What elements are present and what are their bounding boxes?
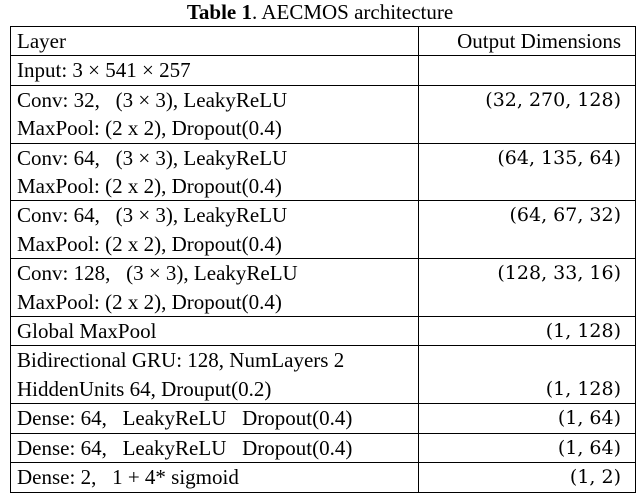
layer-cell: Conv: 128, (3 × 3), LeakyReLU: [11, 259, 419, 288]
table-row: [11, 259, 636, 288]
table-row: [11, 346, 636, 375]
table-row: [11, 317, 636, 346]
table-row: [11, 230, 636, 259]
layer-cell: Conv: 64, (3 × 3), LeakyReLU: [11, 201, 419, 230]
table-row: [11, 288, 636, 317]
header-layer: Layer: [11, 27, 419, 56]
layer-cell: Dense: 2, 1 + 4* sigmoid: [11, 463, 419, 492]
header-output-dimensions: Output Dimensions: [419, 27, 636, 56]
table-row: [11, 114, 636, 143]
output-dimensions-cell: (32, 270, 128): [419, 85, 636, 114]
layer-cell: Input: 3 × 541 × 257: [11, 56, 419, 85]
table-row: [11, 143, 636, 172]
output-dimensions-cell: (1, 64): [419, 433, 636, 462]
layer-cell: MaxPool: (2 x 2), Dropout(0.4): [11, 288, 419, 317]
layer-cell: HiddenUnits 64, Drouput(0.2): [11, 375, 419, 404]
output-dimensions-cell: (1, 2): [419, 463, 636, 492]
output-dimensions-cell: (1, 128): [419, 317, 636, 346]
layer-cell: Conv: 32, (3 × 3), LeakyReLU: [11, 85, 419, 114]
output-dimensions-cell: [419, 172, 636, 201]
caption-text: . AECMOS architecture: [251, 0, 454, 24]
output-dimensions-cell: (128, 33, 16): [419, 259, 636, 288]
layer-cell: MaxPool: (2 x 2), Dropout(0.4): [11, 114, 419, 143]
output-dimensions-cell: (1, 64): [419, 404, 636, 433]
table-row: [11, 172, 636, 201]
layer-cell: Global MaxPool: [11, 317, 419, 346]
output-dimensions-cell: (64, 135, 64): [419, 143, 636, 172]
table-row: [11, 56, 636, 85]
table-row: [11, 463, 636, 492]
output-dimensions-cell: [419, 346, 636, 375]
table-row: [11, 404, 636, 433]
table-row: [11, 433, 636, 462]
output-dimensions-cell: (1, 128): [419, 375, 636, 404]
output-dimensions-cell: [419, 288, 636, 317]
table-header-row: [11, 27, 636, 56]
output-dimensions-cell: [419, 56, 636, 85]
layer-cell: MaxPool: (2 x 2), Dropout(0.4): [11, 230, 419, 259]
layer-cell: Conv: 64, (3 × 3), LeakyReLU: [11, 143, 419, 172]
architecture-table: [10, 26, 636, 493]
layer-cell: Dense: 64, LeakyReLU Dropout(0.4): [11, 404, 419, 433]
layer-cell: MaxPool: (2 x 2), Dropout(0.4): [11, 172, 419, 201]
layer-cell: Bidirectional GRU: 128, NumLayers 2: [11, 346, 419, 375]
table-caption: [0, 0, 640, 24]
output-dimensions-cell: [419, 230, 636, 259]
output-dimensions-cell: [419, 114, 636, 143]
table-row: [11, 375, 636, 404]
table-row: [11, 85, 636, 114]
caption-label: Table 1: [186, 0, 252, 24]
output-dimensions-cell: (64, 67, 32): [419, 201, 636, 230]
table-row: [11, 201, 636, 230]
layer-cell: Dense: 64, LeakyReLU Dropout(0.4): [11, 433, 419, 462]
table-body: [11, 27, 636, 493]
